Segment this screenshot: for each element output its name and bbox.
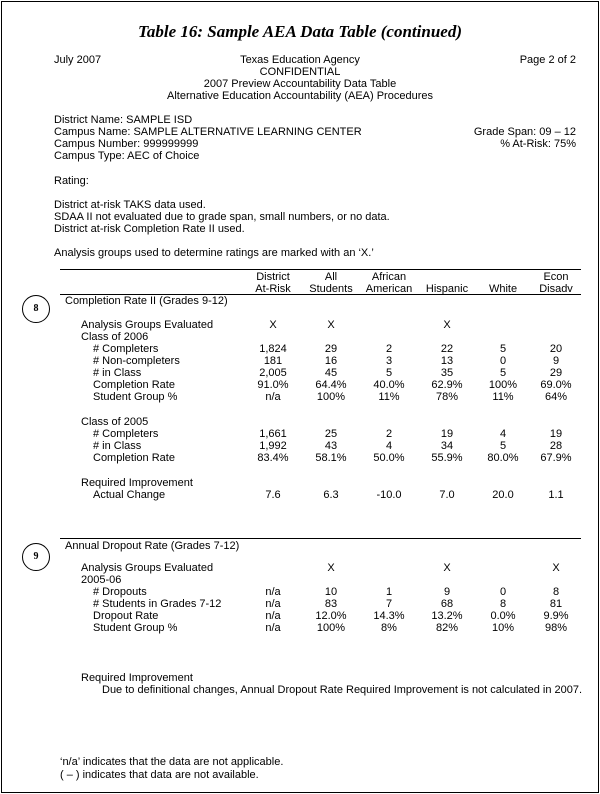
row-label: # Students in Grades 7-12 bbox=[93, 598, 222, 610]
footnote: ( – ) indicates that data are not available. bbox=[60, 769, 259, 781]
table-cell: 28 bbox=[549, 440, 563, 452]
confidential-label: CONFIDENTIAL bbox=[259, 66, 341, 78]
note-line: District at-risk TAKS data used. bbox=[54, 199, 206, 211]
table-cell: 1,992 bbox=[259, 440, 287, 452]
table-cell: 19 bbox=[549, 428, 563, 440]
campus-name: Campus Name: SAMPLE ALTERNATIVE LEARNING CENTER bbox=[54, 126, 362, 138]
table-cell: 8 bbox=[552, 586, 560, 598]
report-name: 2007 Preview Accountability Data Table bbox=[203, 78, 397, 90]
table-cell: 29 bbox=[549, 367, 563, 379]
table-cell: 13.2% bbox=[431, 610, 463, 622]
grade-span: Grade Span: 09 – 12 bbox=[473, 126, 576, 138]
section-rule bbox=[60, 538, 581, 539]
table-cell: 16 bbox=[324, 355, 338, 367]
at-risk-percent: % At-Risk: 75% bbox=[500, 138, 576, 150]
column-header: Disadv bbox=[539, 283, 573, 295]
table-cell: 50.0% bbox=[373, 452, 405, 464]
row-label: Analysis Groups Evaluated bbox=[81, 562, 214, 574]
row-label: Class of 2005 bbox=[81, 416, 149, 428]
column-header: Students bbox=[309, 283, 353, 295]
table-cell: 40.0% bbox=[373, 379, 405, 391]
table-cell: 35 bbox=[440, 367, 454, 379]
section-badge-9: 9 bbox=[22, 543, 50, 571]
table-cell: 83.4% bbox=[257, 452, 289, 464]
table-cell: 5 bbox=[499, 367, 507, 379]
table-cell: -10.0 bbox=[376, 489, 402, 501]
row-label: # Completers bbox=[93, 343, 159, 355]
table-cell: 58.1% bbox=[315, 452, 347, 464]
table-cell: 0 bbox=[499, 586, 507, 598]
required-improvement-note: Due to definitional changes, Annual Dropout Rate Required Improvement is not calculated in 2007. bbox=[102, 684, 583, 696]
table-cell: 100% bbox=[316, 391, 346, 403]
row-label: # Completers bbox=[93, 428, 159, 440]
table-cell: 100% bbox=[488, 379, 518, 391]
table-cell: 43 bbox=[324, 440, 338, 452]
table-cell: 25 bbox=[324, 428, 338, 440]
table-cell: n/a bbox=[265, 586, 281, 598]
table-cell: 83 bbox=[324, 598, 338, 610]
campus-number: Campus Number: 999999999 bbox=[54, 138, 199, 150]
row-label: Student Group % bbox=[93, 391, 178, 403]
table-cell: 64% bbox=[544, 391, 568, 403]
table-cell: X bbox=[552, 562, 560, 574]
table-cell: 4 bbox=[499, 428, 507, 440]
district-name: District Name: SAMPLE ISD bbox=[54, 114, 193, 126]
table-cell: 2,005 bbox=[259, 367, 287, 379]
table-cell: 64.4% bbox=[315, 379, 347, 391]
table-cell: 10% bbox=[491, 622, 515, 634]
row-label: Actual Change bbox=[93, 489, 166, 501]
table-cell: 10 bbox=[324, 586, 338, 598]
table-cell: 4 bbox=[385, 440, 393, 452]
table-cell: n/a bbox=[265, 598, 281, 610]
table-cell: 100% bbox=[316, 622, 346, 634]
table-cell: 1,824 bbox=[259, 343, 287, 355]
table-cell: 1.1 bbox=[548, 489, 564, 501]
row-label: Dropout Rate bbox=[93, 610, 159, 622]
column-header: Econ bbox=[543, 271, 569, 283]
table-cell: 22 bbox=[440, 343, 454, 355]
row-label: Required Improvement bbox=[81, 477, 193, 489]
table-cell: 5 bbox=[499, 440, 507, 452]
row-label: Completion Rate bbox=[93, 452, 175, 464]
campus-type: Campus Type: AEC of Choice bbox=[54, 150, 200, 162]
table-cell: 13 bbox=[440, 355, 454, 367]
table-cell: 2 bbox=[385, 343, 393, 355]
procedures-name: Alternative Education Accountability (AEA) Procedures bbox=[167, 90, 433, 102]
table-cell: 9 bbox=[443, 586, 451, 598]
table-cell: 12.0% bbox=[315, 610, 347, 622]
column-header: District bbox=[256, 271, 290, 283]
table-cell: 68 bbox=[440, 598, 454, 610]
required-improvement-label: Required Improvement bbox=[81, 672, 193, 684]
table-cell: 7 bbox=[385, 598, 393, 610]
table-cell: X bbox=[269, 319, 277, 331]
table-cell: n/a bbox=[265, 622, 281, 634]
table-cell: 8 bbox=[499, 598, 507, 610]
table-cell: 29 bbox=[324, 343, 338, 355]
column-header: All bbox=[324, 271, 338, 283]
row-label: Completion Rate bbox=[93, 379, 175, 391]
section-heading-completion: Completion Rate II (Grades 9-12) bbox=[65, 295, 228, 307]
table-cell: 11% bbox=[378, 391, 400, 403]
table-cell: 2 bbox=[385, 428, 393, 440]
row-label: # Dropouts bbox=[93, 586, 147, 598]
table-cell: 11% bbox=[492, 391, 514, 403]
note-line: District at-risk Completion Rate II used. bbox=[54, 223, 245, 235]
table-cell: n/a bbox=[265, 610, 281, 622]
report-date: July 2007 bbox=[54, 54, 102, 66]
table-cell: 9 bbox=[552, 355, 560, 367]
row-label: Class of 2006 bbox=[81, 331, 149, 343]
table-cell: 14.3% bbox=[373, 610, 405, 622]
table-cell: 19 bbox=[440, 428, 454, 440]
table-cell: 67.9% bbox=[540, 452, 572, 464]
table-cell: X bbox=[443, 562, 451, 574]
table-cell: 0 bbox=[499, 355, 507, 367]
table-cell: 78% bbox=[435, 391, 459, 403]
table-cell: 55.9% bbox=[431, 452, 463, 464]
table-top-rule bbox=[60, 269, 581, 270]
table-cell: 91.0% bbox=[257, 379, 289, 391]
table-cell: 98% bbox=[544, 622, 568, 634]
table-cell: 0.0% bbox=[490, 610, 516, 622]
page-number: Page 2 of 2 bbox=[519, 54, 576, 66]
table-cell: 20 bbox=[549, 343, 563, 355]
column-header: African bbox=[371, 271, 407, 283]
row-label: Analysis Groups Evaluated bbox=[81, 319, 214, 331]
table-cell: 80.0% bbox=[487, 452, 519, 464]
row-label: # in Class bbox=[93, 367, 142, 379]
column-header: At-Risk bbox=[255, 283, 291, 295]
table-cell: X bbox=[327, 562, 335, 574]
row-label: # in Class bbox=[93, 440, 142, 452]
agency-name: Texas Education Agency bbox=[240, 54, 360, 66]
rating-label: Rating: bbox=[54, 175, 89, 187]
table-cell: 9.9% bbox=[543, 610, 569, 622]
table-cell: 1,661 bbox=[259, 428, 287, 440]
table-cell: 81 bbox=[549, 598, 563, 610]
table-cell: 62.9% bbox=[431, 379, 463, 391]
table-cell: 5 bbox=[499, 343, 507, 355]
table-cell: 69.0% bbox=[540, 379, 572, 391]
table-cell: 7.6 bbox=[265, 489, 281, 501]
table-cell: 45 bbox=[324, 367, 338, 379]
row-label: 2005-06 bbox=[81, 574, 122, 586]
page-title: Table 16: Sample AEA Data Table (continued) bbox=[138, 22, 462, 41]
table-cell: X bbox=[327, 319, 335, 331]
row-label: # Non-completers bbox=[93, 355, 180, 367]
table-cell: 5 bbox=[385, 367, 393, 379]
table-cell: 20.0 bbox=[492, 489, 514, 501]
row-label: Student Group % bbox=[93, 622, 178, 634]
column-header: Hispanic bbox=[425, 283, 469, 295]
table-cell: n/a bbox=[265, 391, 281, 403]
note-line: SDAA II not evaluated due to grade span, small numbers, or no data. bbox=[54, 211, 390, 223]
section-heading-dropout: Annual Dropout Rate (Grades 7-12) bbox=[65, 540, 240, 552]
column-header: White bbox=[488, 283, 518, 295]
table-cell: 34 bbox=[440, 440, 454, 452]
table-cell: 7.0 bbox=[439, 489, 455, 501]
table-cell: 3 bbox=[385, 355, 393, 367]
table-cell: 82% bbox=[435, 622, 459, 634]
table-cell: X bbox=[443, 319, 451, 331]
footnote: ‘n/a’ indicates that the data are not applicable. bbox=[60, 756, 284, 768]
table-cell: 181 bbox=[263, 355, 283, 367]
section-badge-8: 8 bbox=[22, 295, 50, 323]
table-cell: 6.3 bbox=[323, 489, 339, 501]
table-cell: 8% bbox=[381, 622, 397, 634]
table-cell: 1 bbox=[385, 586, 393, 598]
analysis-note: Analysis groups used to determine ratings are marked with an ‘X.’ bbox=[54, 247, 374, 259]
column-header: American bbox=[365, 283, 413, 295]
